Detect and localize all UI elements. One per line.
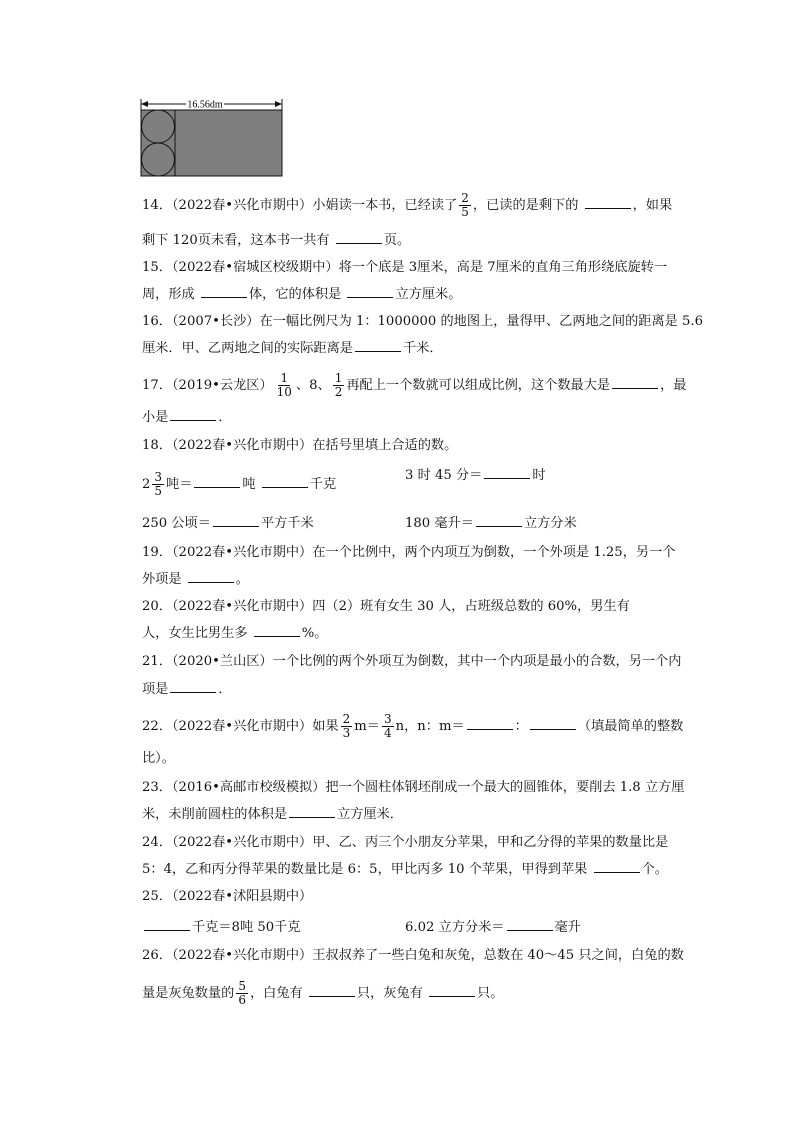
answer-blank[interactable] [262,475,308,488]
question-25-item-mass: 千克＝8吨 50千克 [142,918,301,938]
answer-blank[interactable] [254,624,300,637]
answer-blank[interactable] [594,860,640,873]
question-14-line2: 剩下 120页未看，这本书一共有 页。 [142,233,411,248]
fraction: $\frac{3}{4}$ [383,712,392,740]
question-18-item-volume: 180 毫升＝ 立方分米 [405,516,577,531]
question-18-item-area: 250 公顷＝ 平方千米 [142,516,314,531]
question-24-line1: 24．（2022春•兴化市期中）甲、乙、丙三个小朋友分苹果，甲和乙分得的苹果的数量比是 [142,835,669,850]
answer-blank[interactable] [507,918,553,931]
question-18-line1: 18．（2022春•兴化市期中）在括号里填上合适的数。 [142,438,458,453]
answer-blank[interactable] [213,514,259,527]
question-17-line1: 17．（2019•云龙区） $\frac{1}{10}$ 、8、 $\frac{1}{2}$ 再配上一个数就可以组成比例，这个数最大是 ，最 [142,371,687,399]
question-22-line2: 比）。 [142,751,175,766]
answer-blank[interactable] [194,475,240,488]
question-17-line2: 小是 ． [142,410,232,425]
answer-blank[interactable] [484,466,530,479]
question-23-line2: 米，未削前圆柱的体积是 立方厘米． [142,807,403,822]
question-18-item-time: 3 时 45 分＝ 时 [405,468,546,483]
circle-bottom [142,143,175,176]
answer-blank[interactable] [170,408,216,421]
question-21-line1: 21．（2020•兰山区）一个比例的两个外项互为倒数，其中一个内项是最小的合数，另一个内 [142,654,682,669]
question-21-line2: 项是 ． [142,682,232,697]
question-25-line1: 25．（2022春•沭阳县期中） [142,889,313,904]
fraction: $\frac{1}{2}$ [334,371,343,399]
answer-blank[interactable] [585,196,631,209]
answer-blank[interactable] [429,984,475,997]
question-20-line1: 20．（2022春•兴化市期中）四（2）班有女生 30 人，占班级总数的 60%，男生有 [142,599,630,614]
fraction: $\frac{2}{3}$ [342,712,351,740]
answer-blank[interactable] [188,570,234,583]
dimension-arrow-left [141,101,148,107]
answer-blank[interactable] [201,285,247,298]
question-26-line1: 26．（2022春•兴化市期中）王叔叔养了一些白兔和灰兔，总数在 40～45 只之间，白兔的数 [142,948,684,963]
answer-blank[interactable] [476,514,522,527]
answer-blank[interactable] [530,717,576,730]
question-24-line2: 5：4，乙和丙分得苹果的数量比是 6：5，甲比丙多 10 个苹果，甲得到苹果 个。 [142,862,668,877]
answer-blank[interactable] [144,918,190,931]
question-19-line2: 外项是 。 [142,572,249,587]
question-15-line1: 15．（2022春•宿城区校级期中）将一个底是 3厘米，高是 7厘米的直角三角形绕底旋转一 [142,260,668,275]
fraction: $\frac{5}{6}$ [238,979,246,1007]
circle-top [142,110,175,143]
mixed-number: 2 $\frac{3}{5}$ [142,470,163,498]
answer-blank[interactable] [347,285,393,298]
question-15-line2: 周，形成 体，它的体积是 立方厘米。 [142,287,462,302]
question-26-line2: 量是灰兔数量的 $\frac{5}{6}$ ，白兔有 只，灰兔有 只。 [142,979,504,1007]
question-25-item-volume: 6.02 立方分米＝ 毫升 [405,920,581,935]
question-16-line2: 厘米．甲、乙两地之间的实际距离是 千米． [142,341,443,356]
rectangle-circles-figure [140,96,285,178]
answer-blank[interactable] [355,339,401,352]
answer-blank[interactable] [467,717,513,730]
question-16-line1: 16．（2007•长沙）在一幅比例尺为 1：1000000 的地图上，量得甲、乙两地之间的距离是 5.6 [142,314,704,329]
answer-blank[interactable] [170,680,216,693]
question-23-line1: 23．（2016•高邮市校级模拟）把一个圆柱体钢坯削成一个最大的圆锥体，要削去 1.8 立方厘 [142,780,685,795]
dimension-arrow-right [275,101,282,107]
question-20-line2: 人，女生比男生多 %。 [142,626,328,641]
question-22-line1: 22．（2022春•兴化市期中）如果 $\frac{2}{3}$ m＝ $\frac{3}{4}$ n，n：m＝ ： （填最简单的整数 [142,712,684,740]
fraction: $\frac{1}{10}$ [276,371,292,399]
answer-blank[interactable] [612,376,658,389]
dimension-label: 16.56dm [187,99,223,111]
question-18-item-ton: 2 $\frac{3}{5}$ 吨＝ 吨 千克 [142,470,337,498]
question-19-line1: 19．（2022春•兴化市期中）在一个比例中，两个内项互为倒数，一个外项是 1.25，另一个 [142,545,676,560]
fraction: $\frac{2}{5}$ [461,191,469,219]
answer-blank[interactable] [309,984,355,997]
answer-blank[interactable] [336,231,382,244]
question-14-line1: 14．（2022春•兴化市期中）小娟读一本书，已经读了 $\frac{2}{5}$ ，已读的是剩下的 ，如果 [142,191,673,219]
answer-blank[interactable] [289,805,335,818]
